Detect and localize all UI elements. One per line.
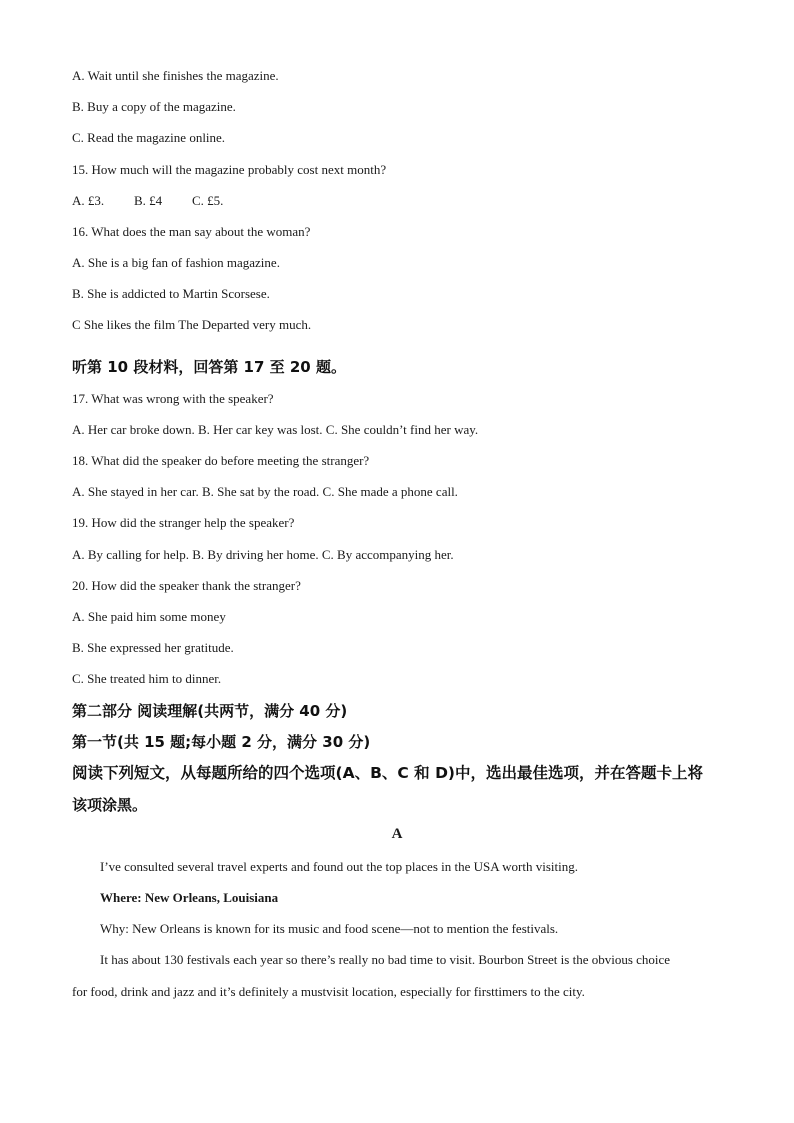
q15-option-a: A. £3. xyxy=(72,193,105,208)
section-heading-10: 听第 10 段材料，回答第 17 至 20 题。 xyxy=(72,358,346,376)
part-two-heading: 第二部分 阅读理解(共两节，满分 40 分) xyxy=(72,702,348,720)
passage-where: Where: New Orleans, Louisiana xyxy=(100,890,279,905)
instructions-line-2: 该项涂黑。 xyxy=(72,796,148,814)
q20-option-b: B. She expressed her gratitude. xyxy=(72,640,234,655)
question-15: 15. How much will the magazine probably cost next month? xyxy=(72,162,387,177)
question-16: 16. What does the man say about the woman? xyxy=(72,224,311,239)
q14-option-a: A. Wait until she finishes the magazine. xyxy=(72,68,279,83)
q20-option-a: A. She paid him some money xyxy=(72,609,226,624)
q15-option-c: C. £5. xyxy=(192,193,224,208)
question-17: 17. What was wrong with the speaker? xyxy=(72,391,274,406)
question-20: 20. How did the speaker thank the stranger? xyxy=(72,578,301,593)
passage-why: Why: New Orleans is known for its music and food scene—not to mention the festivals. xyxy=(100,921,559,936)
q18-options: A. She stayed in her car. B. She sat by the road. C. She made a phone call. xyxy=(72,484,458,499)
passage-body-line-2: for food, drink and jazz and it’s definitely a mustvisit location, especially for firsttimers to the city. xyxy=(72,984,585,999)
q15-options xyxy=(72,193,223,209)
q14-option-b: B. Buy a copy of the magazine. xyxy=(72,99,236,114)
question-19: 19. How did the stranger help the speaker? xyxy=(72,515,295,530)
q14-option-c: C. Read the magazine online. xyxy=(72,130,226,145)
q16-option-c: C She likes the film The Departed very much. xyxy=(72,317,312,332)
question-18: 18. What did the speaker do before meeting the stranger? xyxy=(72,453,370,468)
q19-options: A. By calling for help. B. By driving her home. C. By accompanying her. xyxy=(72,547,454,562)
q15-option-b: B. £4 xyxy=(134,193,163,208)
passage-intro: I’ve consulted several travel experts and found out the top places in the USA worth visiting. xyxy=(100,859,578,874)
q17-options: A. Her car broke down. B. Her car key was lost. C. She couldn’t find her way. xyxy=(72,422,479,437)
passage-label: A xyxy=(391,826,403,842)
instructions-line-1: 阅读下列短文，从每题所给的四个选项(A、B、C 和 D)中，选出最佳选项，并在答题卡上将 xyxy=(72,764,704,782)
passage-body-line-1: It has about 130 festivals each year so there’s really no bad time to visit. Bourbon Street is the obvious choice xyxy=(100,952,671,967)
section-one-heading: 第一节(共 15 题;每小题 2 分，满分 30 分) xyxy=(72,733,371,751)
q16-option-b: B. She is addicted to Martin Scorsese. xyxy=(72,286,270,301)
q20-option-c: C. She treated him to dinner. xyxy=(72,671,222,686)
q16-option-a: A. She is a big fan of fashion magazine. xyxy=(72,255,280,270)
